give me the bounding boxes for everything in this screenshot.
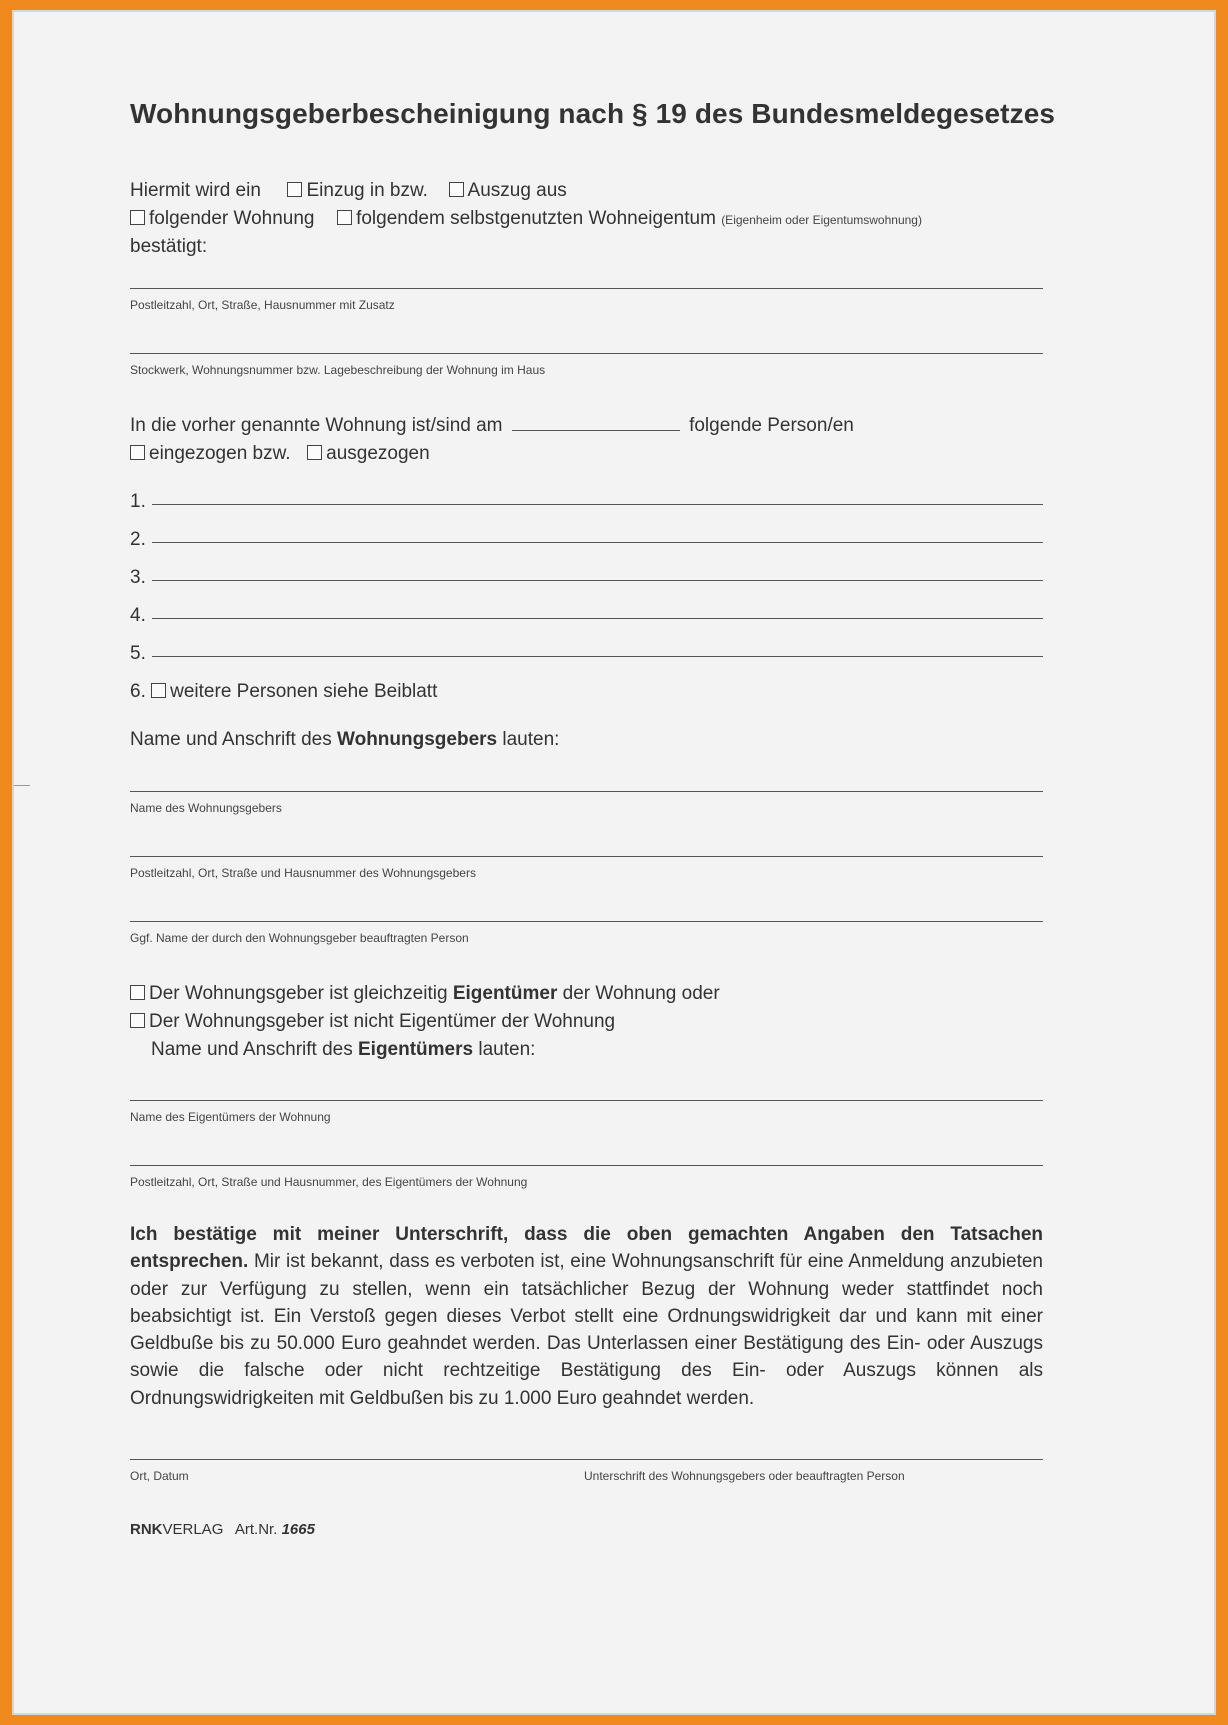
- landlord-name-input-line[interactable]: [130, 791, 1043, 792]
- intro-line-1: [130, 180, 567, 202]
- person-row-number: 2.: [130, 529, 146, 550]
- eigentum-note: (Eigenheim oder Eigentumswohnung): [721, 213, 922, 227]
- signature-label: Unterschrift des Wohnungsgebers oder beauftragten Person: [584, 1469, 905, 1483]
- not-owner-checkbox[interactable]: [130, 1013, 145, 1028]
- persons-sentence: [130, 415, 854, 437]
- address-label: Postleitzahl, Ort, Straße, Hausnummer mit Zusatz: [130, 298, 395, 312]
- person-row-number: 4.: [130, 605, 146, 626]
- floor-label: Stockwerk, Wohnungsnummer bzw. Lagebeschreibung der Wohnung im Haus: [130, 363, 546, 377]
- owner-option-1: [130, 983, 720, 1005]
- intro-prefix: Hiermit wird ein: [130, 180, 261, 201]
- art-number: 1665: [281, 1521, 315, 1538]
- owner-option-1-end: der Wohnung oder: [562, 983, 720, 1004]
- owner-heading: [151, 1039, 535, 1061]
- eingezogen-checkbox[interactable]: [130, 445, 145, 460]
- owner-heading-bold: Eigentümers: [358, 1039, 474, 1060]
- person-row-number: 5.: [130, 643, 146, 664]
- owner-option-2-label: Der Wohnungsgeber ist nicht Eigentümer der Wohnung: [149, 1011, 616, 1032]
- owner-option-2: [130, 1011, 615, 1033]
- wohnung-checkbox[interactable]: [130, 210, 145, 225]
- move-date-input-line[interactable]: [512, 416, 680, 431]
- person-input-line[interactable]: [152, 656, 1043, 657]
- brand-rest: VERLAG: [162, 1521, 224, 1538]
- eingezogen-label: eingezogen bzw.: [149, 443, 291, 464]
- fold-mark: [14, 785, 30, 786]
- declaration-body: Mir ist bekannt, dass es verboten ist, eine Wohnungsanschrift für eine Anmeldung anzubieten oder zur Verfügung zu stellen, wenn ein tatsächlicher Bezug der Wohnung weder stattfindet noch beabsichtigt ist. Ein Verstoß gegen dieses Verbot stellt eine Ordnungswidrigkeit dar und kann mit einer Geldbuße bis zu 50.000 Euro geahndet werden. Das Unterlassen einer Bestätigung des Ein- oder Auszugs sowie die falsche oder nicht rechtzeitige Bestätigung des Ein- oder Auszugs können als Ordnungswidrigkeiten mit Geldbußen bis zu 1.000 Euro geahndet werden.: [130, 1251, 1044, 1409]
- person-input-line[interactable]: [152, 542, 1043, 543]
- landlord-name-label: Name des Wohnungsgebers: [130, 801, 282, 815]
- address-input-line[interactable]: [130, 288, 1043, 289]
- agent-name-label: Ggf. Name der durch den Wohnungsgeber beauftragten Person: [130, 931, 469, 945]
- landlord-heading-start: Name und Anschrift des: [130, 729, 332, 750]
- signature-input-line[interactable]: [130, 1459, 1043, 1460]
- more-persons-checkbox[interactable]: [151, 683, 166, 698]
- owner-option-1-bold: Eigentümer: [452, 983, 558, 1004]
- owner-address-input-line[interactable]: [130, 1165, 1043, 1166]
- page-title: Wohnungsgeberbescheinigung nach § 19 des Bundesmeldegesetzes: [130, 98, 1056, 129]
- owner-name-label: Name des Eigentümers der Wohnung: [130, 1110, 331, 1124]
- more-persons-label: weitere Personen siehe Beiblatt: [170, 681, 438, 702]
- place-date-label: Ort, Datum: [130, 1469, 189, 1483]
- einzug-label: Einzug in bzw.: [306, 180, 428, 201]
- person-row-number: 3.: [130, 567, 146, 588]
- persons-sentence-start: In die vorher genannte Wohnung ist/sind am: [130, 415, 503, 436]
- ausgezogen-label: ausgezogen: [326, 443, 430, 464]
- eigentum-checkbox[interactable]: [337, 210, 352, 225]
- owner-address-label: Postleitzahl, Ort, Straße und Hausnummer, des Eigentümers der Wohnung: [130, 1175, 528, 1189]
- intro-line-2: [130, 208, 922, 230]
- landlord-heading-bold: Wohnungsgebers: [337, 729, 498, 750]
- owner-heading-end: lauten:: [478, 1039, 536, 1060]
- persons-sentence-end: folgende Person/en: [689, 415, 854, 436]
- person-row-6-number: 6.: [130, 681, 146, 702]
- art-label: Art.Nr.: [234, 1521, 278, 1538]
- owner-option-1-start: Der Wohnungsgeber ist gleichzeitig: [149, 983, 448, 1004]
- landlord-address-label: Postleitzahl, Ort, Straße und Hausnummer des Wohnungsgebers: [130, 866, 476, 880]
- person-input-line[interactable]: [152, 580, 1043, 581]
- owner-name-input-line[interactable]: [130, 1100, 1043, 1101]
- landlord-heading-end: lauten:: [502, 729, 560, 750]
- declaration-text: [130, 1221, 1043, 1412]
- auszug-label: Auszug aus: [467, 180, 567, 201]
- landlord-address-input-line[interactable]: [130, 856, 1043, 857]
- agent-name-input-line[interactable]: [130, 921, 1043, 922]
- brand-bold: RNK: [130, 1521, 163, 1538]
- landlord-heading: [130, 729, 559, 751]
- person-input-line[interactable]: [152, 504, 1043, 505]
- einzug-checkbox[interactable]: [287, 182, 302, 197]
- person-row-number: 1.: [130, 491, 146, 512]
- publisher-footer: [130, 1521, 315, 1538]
- person-input-line[interactable]: [152, 618, 1043, 619]
- person-row-6: [130, 681, 437, 703]
- ausgezogen-checkbox[interactable]: [307, 445, 322, 460]
- declaration-lead: Ich bestätige mit meiner Unterschrift, dass die oben gemachten Angaben den Tatsachen entsprechen.: [130, 1224, 1043, 1273]
- floor-input-line[interactable]: [130, 353, 1043, 354]
- intro-suffix: bestätigt:: [130, 236, 208, 257]
- persons-options: [130, 443, 430, 465]
- eigentum-label: folgendem selbstgenutzten Wohneigentum: [356, 208, 716, 229]
- wohnung-label: folgender Wohnung: [149, 208, 315, 229]
- form-page: [12, 10, 1216, 1715]
- auszug-checkbox[interactable]: [449, 182, 464, 197]
- is-owner-checkbox[interactable]: [130, 985, 145, 1000]
- owner-heading-start: Name und Anschrift des: [151, 1039, 353, 1060]
